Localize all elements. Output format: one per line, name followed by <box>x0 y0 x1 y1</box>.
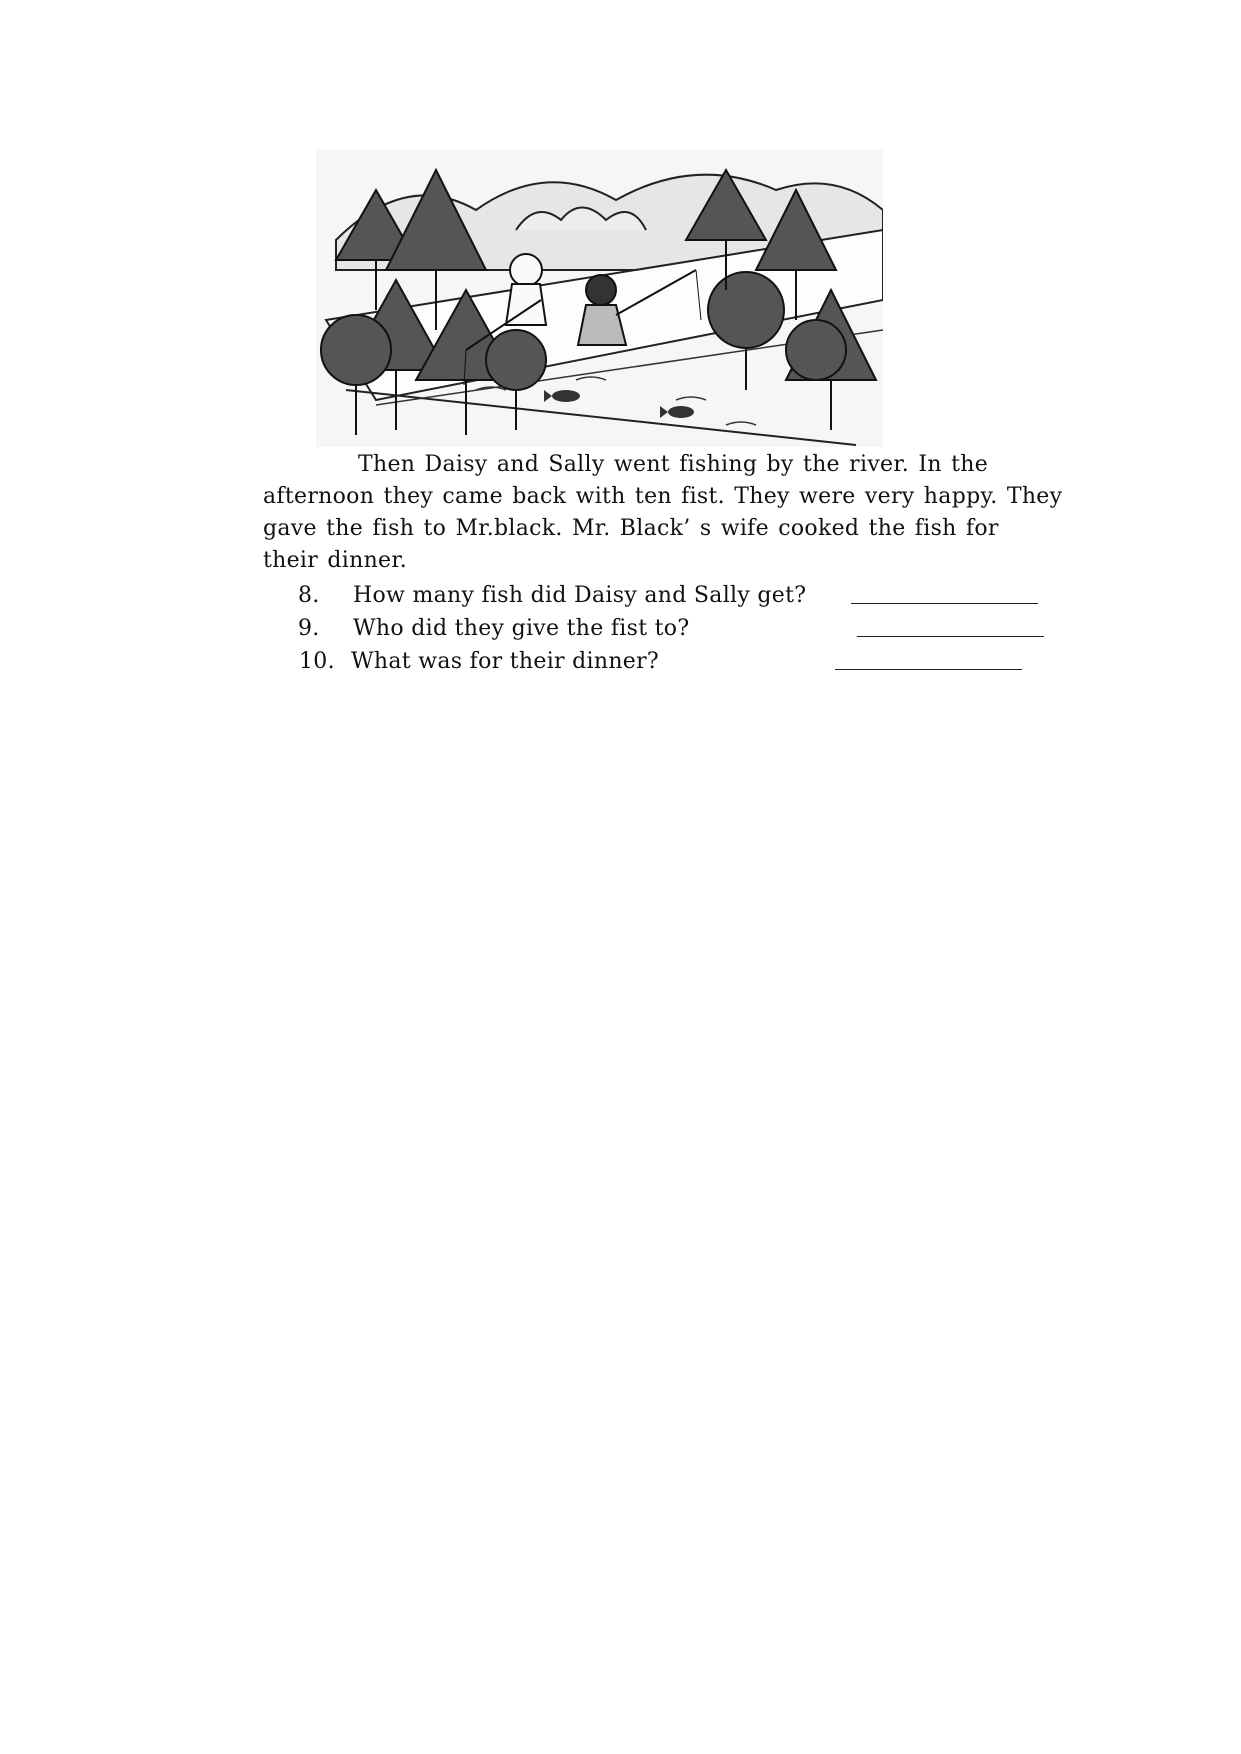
question-list <box>263 580 1063 679</box>
question-item <box>263 613 1063 646</box>
story-passage-text: Then Daisy and Sally went fishing by the river. In the afternoon they came back with ten fist. They were very happy. They gave the fish to Mr.black. Mr. Black’ s wife cooked the fish for their dinner. <box>263 452 1063 573</box>
question-number: 9. <box>298 616 320 641</box>
question-item <box>263 580 1063 613</box>
fishing-scene-drawing <box>316 150 883 447</box>
question-text: What was for their dinner? <box>351 649 660 674</box>
answer-blank[interactable] <box>851 603 1038 604</box>
question-text: Who did they give the fist to? <box>353 616 690 641</box>
question-number: 10. <box>299 649 335 674</box>
answer-blank[interactable] <box>857 636 1044 637</box>
fishing-scene-illustration <box>316 150 883 447</box>
question-item <box>263 646 1063 679</box>
question-text: How many fish did Daisy and Sally get? <box>353 583 807 608</box>
answer-blank[interactable] <box>835 669 1022 670</box>
question-number: 8. <box>298 583 320 608</box>
story-passage <box>263 449 1063 577</box>
